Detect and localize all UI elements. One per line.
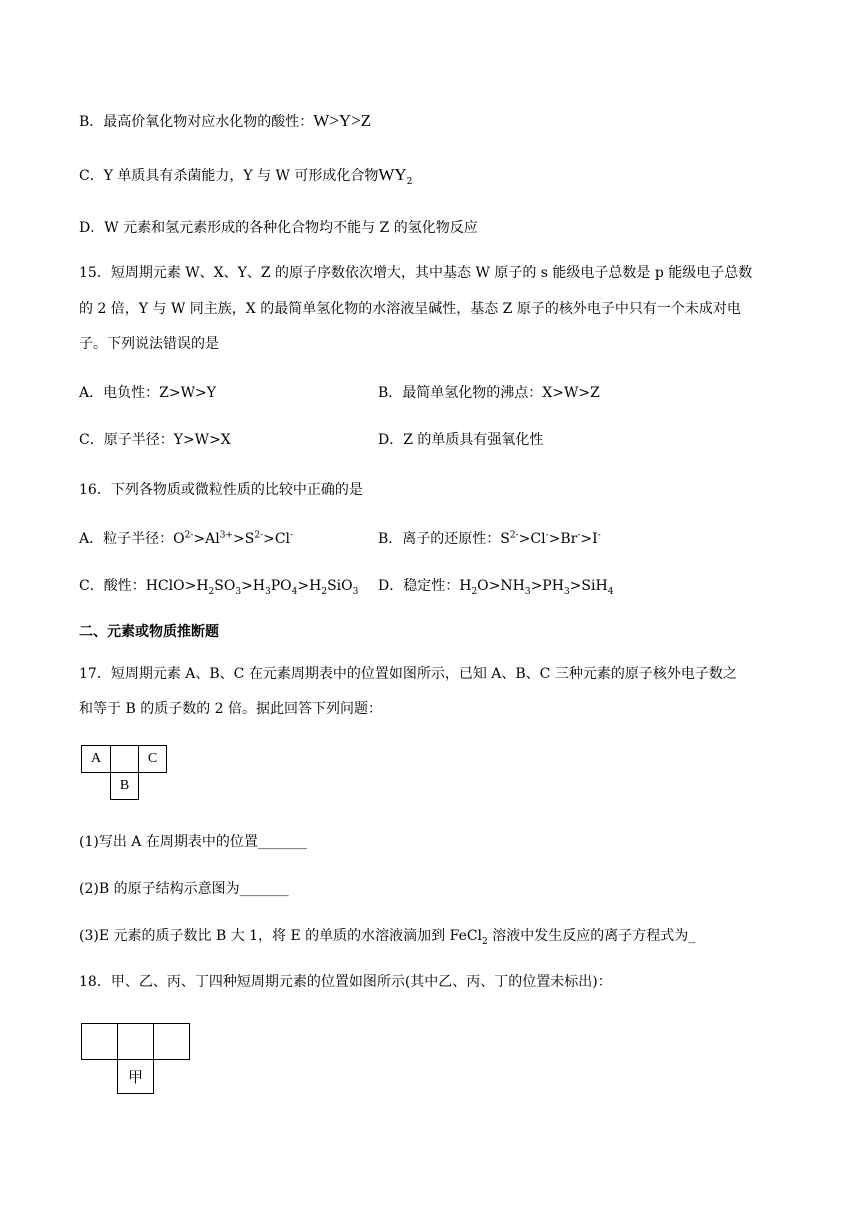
q14-option-c-sub: 2 [406,176,413,187]
q16-b-sup: 2- [509,530,519,541]
q16-c-sub: 2 [321,586,328,597]
q16-c-text: C．酸性：HClO>H [79,578,209,594]
q18-cell-empty [81,1023,118,1060]
q16-b-sup: - [597,530,601,541]
q16-c-sub: 4 [291,586,298,597]
q17-sub3-text: (3)E 元素的质子数比 B 大 1，将 E 的单质的水溶液滴加到 FeCl [79,928,483,944]
q16-c-text: >H [297,578,322,594]
q15-stem-line1: 15．短周期元素 W、X、Y、Z 的原子序数依次增大，其中基态 W 原子的 s 能级电子总数是 p 能级电子总数 [79,265,753,281]
section-title: 二、元素或物质推断题 [79,624,219,640]
q16-d-text: O>NH [477,578,525,594]
q17-cell-empty [110,745,139,773]
q16-c-sub: 2 [208,586,215,597]
q17-stem-line2: 和等于 B 的质子数的 2 倍。据此回答下列问题： [79,701,382,717]
q14-option-b [79,111,371,132]
q15-stem-line3: 子。下列说法错误的是 [79,336,219,352]
q16-c-sub: 3 [235,586,242,597]
q17-sub1: (1)写出 A 在周期表中的位置_______ [79,834,307,850]
q18-stem: 18．甲、乙、丙、丁四种短周期元素的位置如图所示(其中乙、丙、丁的位置未标出)： [79,974,612,990]
q15-option-b: B．最简单氢化物的沸点：X>W>Z [378,385,600,401]
q17-cell-a: A [81,745,111,773]
q16-d-text: >PH [530,578,564,594]
q17-sub3-text: 溶液中发生反应的离子方程式为_ [487,928,696,944]
q14-option-b-text: B．最高价氧化物对应水化物的酸性： [79,114,314,130]
q16-b-text: >Cl [518,531,546,547]
q18-cell-jia: 甲 [117,1059,154,1094]
q16-option-a [79,529,293,549]
q17-sub3 [79,926,695,946]
q17-cell-c: C [138,745,167,773]
q15-stem-line2: 的 2 倍，Y 与 W 同主族，X 的最简单氢化物的水溶液呈碱性，基态 Z 原子的核外电子中只有一个未成对电 [79,301,741,317]
q14-option-b-formula: W>Y>Z [313,111,372,130]
q16-b-sup: - [545,530,549,541]
q16-d-sub: 2 [471,586,478,597]
q16-a-sup: - [290,530,294,541]
q16-a-text: >Al [193,531,220,547]
q14-option-d: D．W 元素和氢元素形成的各种化合物均不能与 Z 的氢化物反应 [79,220,478,236]
q16-c-sub: 3 [265,586,271,597]
q16-d-text: D．稳定性：H [378,578,472,594]
q16-b-text: >Br [548,531,578,547]
q16-a-text: >S [232,531,255,547]
q17-sub2: (2)B 的原子结构示意图为_______ [79,881,289,897]
q16-c-sub: 3 [352,586,359,597]
q16-b-text: >I [580,531,598,547]
q16-d-sub: 3 [524,586,531,597]
q17-cell-b: B [110,772,139,800]
q16-a-sup: 3+ [219,530,233,541]
q15-option-a: A．电负性：Z>W>Y [79,385,216,401]
q18-cell-empty [117,1023,154,1060]
q16-stem: 16．下列各物质或微粒性质的比较中正确的是 [79,482,363,498]
q16-option-c [79,576,358,596]
q17-stem-line1: 17．短周期元素 A、B、C 在元素周期表中的位置如图所示，已知 A、B、C 三种元素的原子核外电子数之 [79,666,737,682]
q16-c-text: SO [214,578,236,594]
q17-sub3-sub: 2 [482,936,488,947]
q14-option-c-text: C．Y 单质具有杀菌能力，Y 与 W 可形成化合物 [79,168,379,184]
q18-cell-empty [153,1023,190,1060]
q14-option-c-formula: WY [378,165,407,184]
q16-c-text: PO [270,578,292,594]
q16-d-sub: 3 [563,586,570,597]
q16-c-text: SiO [327,578,353,594]
q16-b-sup: - [577,530,581,541]
q16-option-b [378,529,601,549]
q15-option-d: D．Z 的单质具有强氧化性 [378,432,544,448]
q16-c-text: >H [241,578,266,594]
q16-b-text: B．离子的还原性：S [378,531,510,547]
q16-a-text: A．粒子半径：O [79,531,185,547]
q16-a-sup: 2- [184,530,194,541]
q16-option-d [378,576,613,596]
q16-d-sub: 4 [607,586,614,597]
q15-option-c: C．原子半径：Y>W>X [79,432,231,448]
q14-option-c [79,165,412,186]
q16-a-text: >Cl [263,531,291,547]
q16-d-text: >SiH [569,578,608,594]
q16-a-sup: 2- [254,530,264,541]
